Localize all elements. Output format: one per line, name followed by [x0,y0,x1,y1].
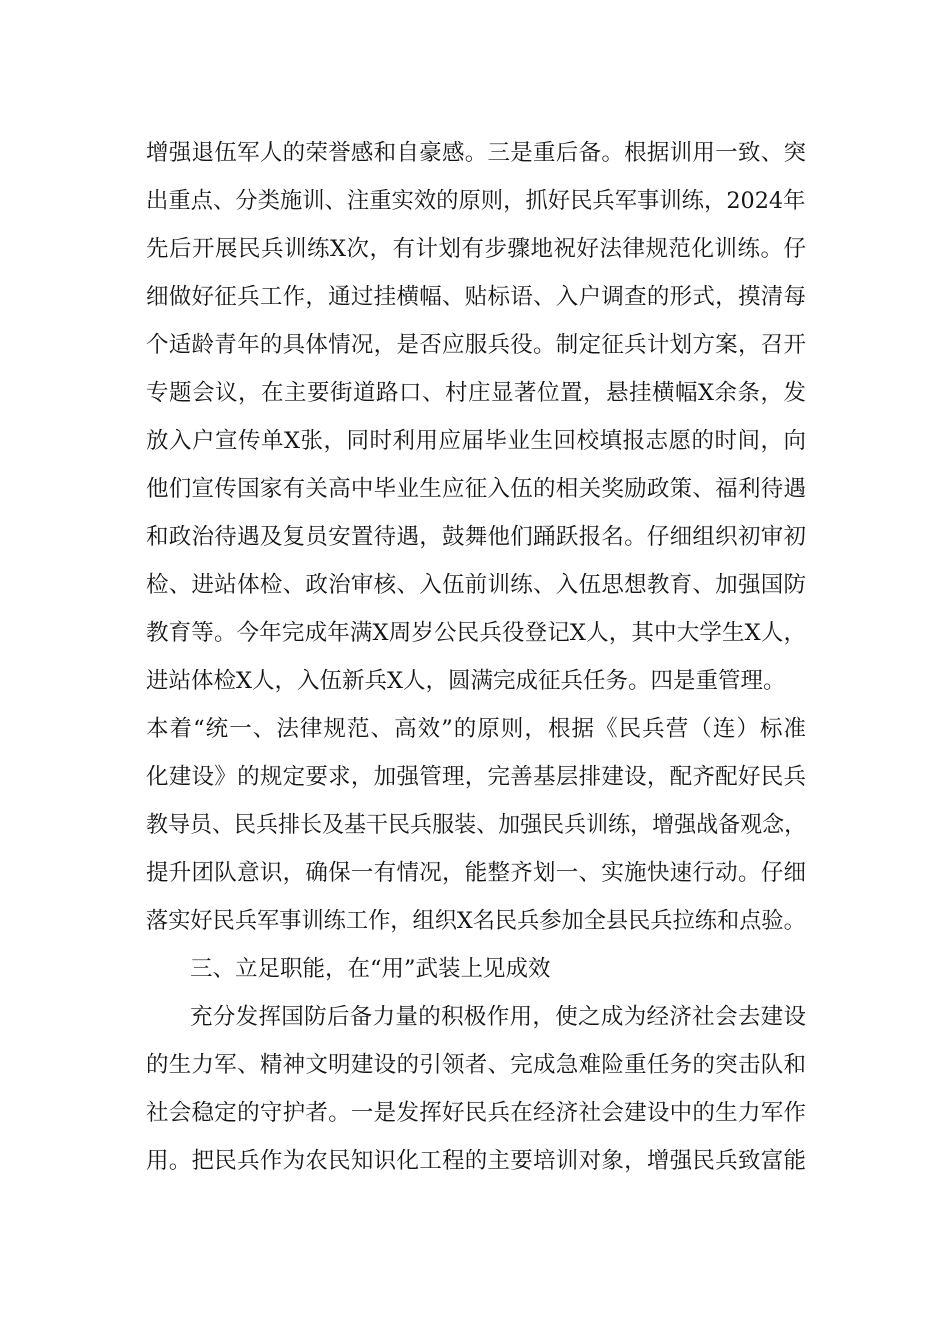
text-line-17: 落实好民兵军事训练工作，组织X名民兵参加全县民兵拉练和点验。 [146,908,806,934]
text-line-7: 放入户宣传单X张，同时利用应届毕业生回校填报志愿的时间，向 [146,428,806,454]
text-line-14: 化建设》的规定要求，加强管理，完善基层排建设，配齐配好民兵 [146,764,806,790]
text-line-9: 和政治待遇及复员安置待遇，鼓舞他们踊跃报名。仔细组织初审初 [146,524,806,550]
text-line-6: 专题会议，在主要街道路口、村庄显著位置，悬挂横幅X余条，发 [146,380,806,406]
text-line-20: 的生力军、精神文明建设的引领者、完成急难险重任务的突击队和 [146,1052,806,1078]
text-line-5: 个适龄青年的具体情况，是否应服兵役。制定征兵计划方案，召开 [146,332,806,358]
text-line-1: 增强退伍军人的荣誉感和自豪感。三是重后备。根据训用一致、突 [146,140,806,166]
text-line-11: 教育等。今年完成年满X周岁公民兵役登记X人，其中大学生X人， [146,620,806,646]
text-line-15: 教导员、民兵排长及基干民兵服装、加强民兵训练，增强战备观念， [146,812,807,838]
text-line-19: 充分发挥国防后备力量的积极作用，使之成为经济社会去建设 [190,1004,806,1030]
text-line-12: 进站体检X人，入伍新兵X人，圆满完成征兵任务。四是重管理。 [146,668,786,694]
text-line-21: 社会稳定的守护者。一是发挥好民兵在经济社会建设中的生力军作 [146,1100,806,1126]
text-line-4: 细做好征兵工作，通过挂横幅、贴标语、入户调查的形式，摸清每 [146,284,806,310]
text-line-3: 先后开展民兵训练X次，有计划有步骤地祝好法律规范化训练。仔 [146,236,806,262]
text-line-8: 他们宣传国家有关高中毕业生应征入伍的相关奖励政策、福利待遇 [146,476,806,502]
text-line-16: 提升团队意识，确保一有情况，能整齐划一、实施快速行动。仔细 [146,860,806,886]
section-heading: 三、立足职能，在“用”武装上见成效 [190,956,551,982]
text-line-13: 本着“统一、法律规范、高效”的原则，根据《民兵营（连）标准 [146,716,806,742]
text-line-10: 检、进站体检、政治审核、入伍前训练、入伍思想教育、加强国防 [146,572,806,598]
text-line-2: 出重点、分类施训、注重实效的原则，抓好民兵军事训练，2024年 [146,188,806,214]
text-line-22: 用。把民兵作为农民知识化工程的主要培训对象，增强民兵致富能 [146,1148,806,1174]
